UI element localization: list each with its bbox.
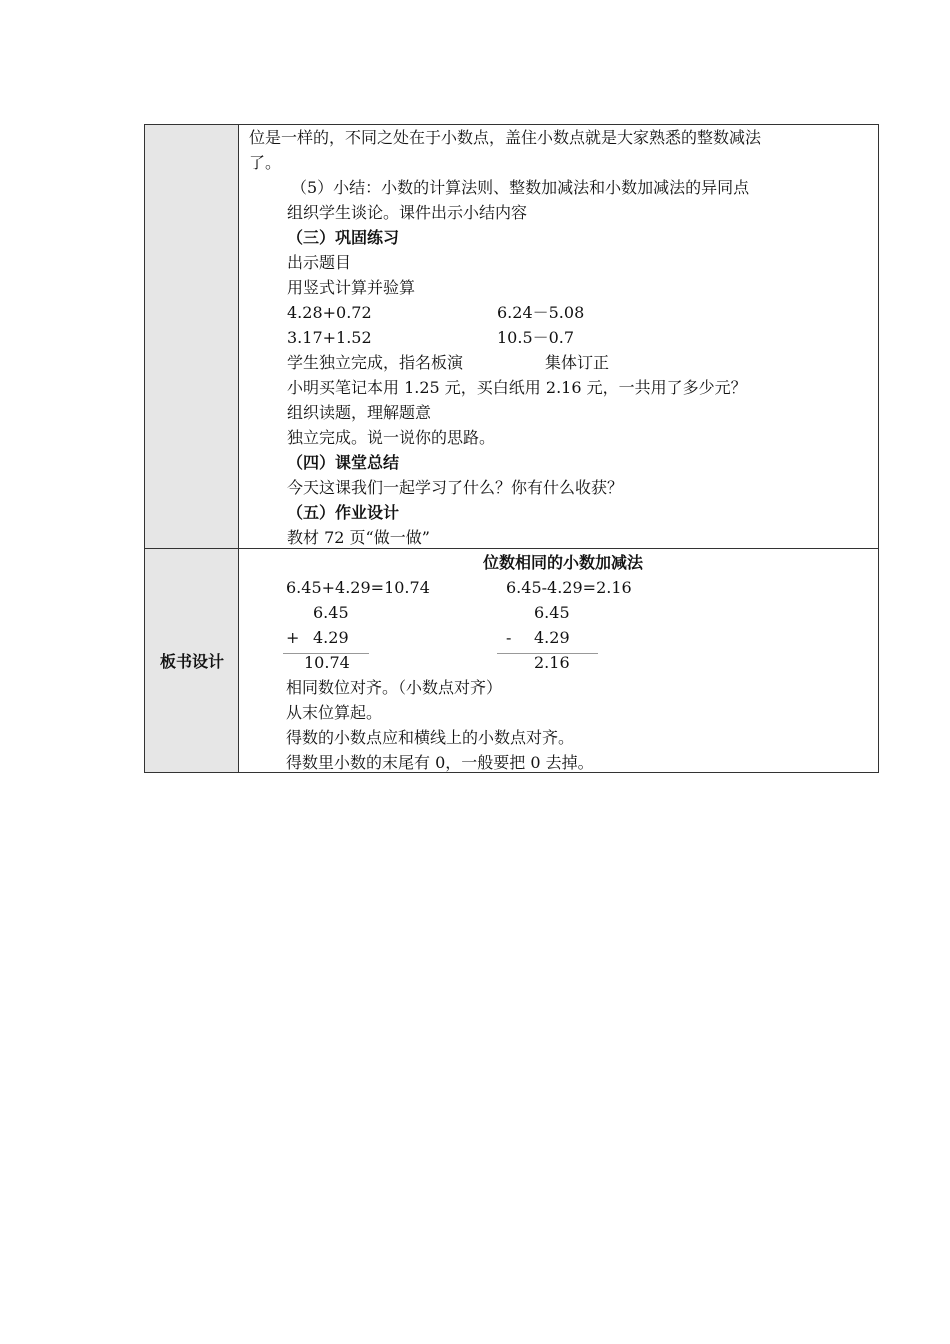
rule-line: 从末位算起。 [286, 703, 383, 722]
addend-top: 6.45 [313, 603, 349, 622]
text-line: 位是一样的，不同之处在于小数点，盖住小数点就是大家熟悉的整数减法 [249, 128, 762, 147]
word-problem: 小明买笔记本用 1.25 元，买白纸用 2.16 元，一共用了多少元？ [287, 378, 747, 397]
difference-result: 2.16 [534, 653, 570, 672]
text-line: 集体订正 [545, 353, 610, 372]
addend-bottom: 4.29 [313, 628, 349, 647]
text-line: 组织学生谈论。课件出示小结内容 [287, 203, 528, 222]
subtrahend: 4.29 [534, 628, 570, 647]
text-line: 学生独立完成，指名板演 [287, 353, 464, 372]
section-heading: （四）课堂总结 [287, 453, 400, 472]
summary-line: （5）小结：小数的计算法则、整数加减法和小数加减法的异同点 [291, 178, 750, 197]
board-design-label: 板书设计 [159, 652, 224, 671]
text-line: 今天这课我们一起学习了什么？你有什么收获？ [287, 478, 624, 497]
minus-sign: - [506, 628, 512, 647]
section-heading: （三）巩固练习 [287, 228, 400, 247]
row-divider [145, 548, 878, 549]
text-line: 出示题目 [287, 253, 352, 272]
board-title: 位数相同的小数加减法 [483, 553, 644, 572]
exercise: 3.17+1.52 [287, 328, 372, 347]
text-line: 用竖式计算并验算 [287, 278, 416, 297]
plus-sign: + [286, 628, 300, 647]
rule-line: 相同数位对齐。（小数点对齐） [286, 678, 503, 697]
text-line: 独立完成。说一说你的思路。 [287, 428, 496, 447]
rule-line: 得数里小数的末尾有 0，一般要把 0 去掉。 [286, 753, 594, 772]
sum-result: 10.74 [304, 653, 350, 672]
label-column [145, 125, 239, 772]
exercise: 4.28+0.72 [287, 303, 372, 322]
text-line: 了。 [249, 153, 282, 172]
minuend: 6.45 [534, 603, 570, 622]
text-line: 组织读题，理解题意 [287, 403, 432, 422]
text-line: 教材 72 页“做一做” [287, 528, 430, 547]
section-heading: （五）作业设计 [287, 503, 400, 522]
equation: 6.45-4.29=2.16 [506, 578, 632, 597]
rule-line: 得数的小数点应和横线上的小数点对齐。 [286, 728, 575, 747]
exercise: 10.5－0.7 [497, 328, 575, 347]
exercise: 6.24－5.08 [497, 303, 585, 322]
equation: 6.45+4.29=10.74 [286, 578, 430, 597]
